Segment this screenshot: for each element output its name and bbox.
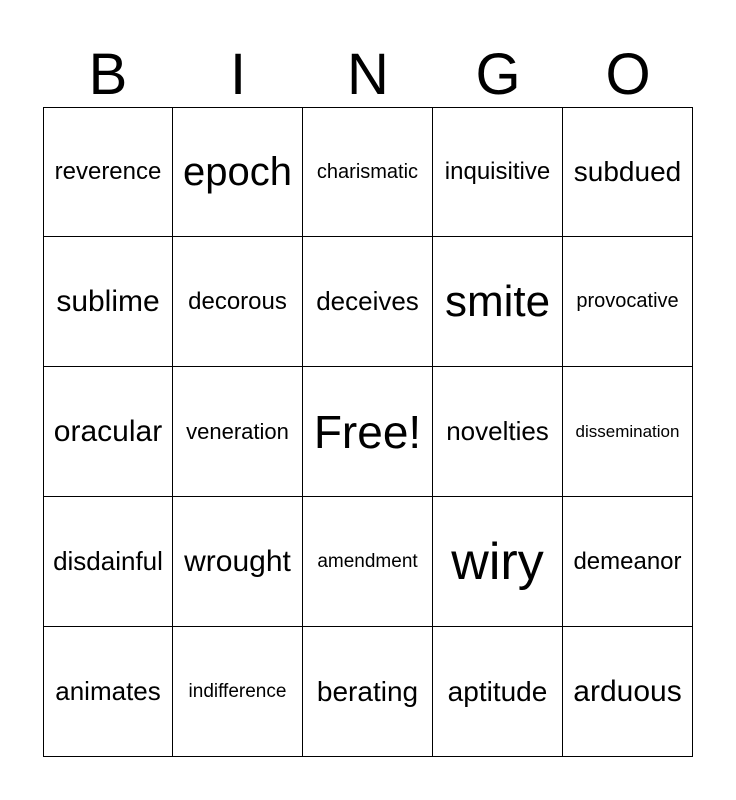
- header-letter-o: O: [605, 42, 651, 107]
- bingo-cell[interactable]: arduous: [563, 627, 693, 757]
- bingo-cell[interactable]: amendment: [303, 497, 433, 627]
- bingo-cell[interactable]: subdued: [563, 107, 693, 237]
- bingo-cell[interactable]: dissemination: [563, 367, 693, 497]
- bingo-cell[interactable]: berating: [303, 627, 433, 757]
- bingo-cell[interactable]: decorous: [173, 237, 303, 367]
- bingo-cell[interactable]: deceives: [303, 237, 433, 367]
- bingo-cell[interactable]: sublime: [43, 237, 173, 367]
- header-letter-g: G: [475, 42, 521, 107]
- free-space-cell[interactable]: Free!: [303, 367, 433, 497]
- bingo-cell[interactable]: veneration: [173, 367, 303, 497]
- bingo-cell[interactable]: indifference: [173, 627, 303, 757]
- bingo-cell[interactable]: wrought: [173, 497, 303, 627]
- bingo-header: [43, 40, 693, 110]
- bingo-cell[interactable]: animates: [43, 627, 173, 757]
- header-letter-n: N: [347, 42, 389, 107]
- bingo-card-grid: [43, 107, 693, 757]
- bingo-cell[interactable]: provocative: [563, 237, 693, 367]
- bingo-cell[interactable]: inquisitive: [433, 107, 563, 237]
- bingo-cell[interactable]: reverence: [43, 107, 173, 237]
- bingo-cell[interactable]: charismatic: [303, 107, 433, 237]
- bingo-cell[interactable]: wiry: [433, 497, 563, 627]
- bingo-cell[interactable]: novelties: [433, 367, 563, 497]
- bingo-cell[interactable]: epoch: [173, 107, 303, 237]
- header-letter-b: B: [88, 42, 128, 107]
- header-letter-i: I: [229, 42, 247, 107]
- bingo-cell[interactable]: demeanor: [563, 497, 693, 627]
- bingo-cell[interactable]: oracular: [43, 367, 173, 497]
- bingo-cell[interactable]: smite: [433, 237, 563, 367]
- bingo-cell[interactable]: aptitude: [433, 627, 563, 757]
- bingo-cell[interactable]: disdainful: [43, 497, 173, 627]
